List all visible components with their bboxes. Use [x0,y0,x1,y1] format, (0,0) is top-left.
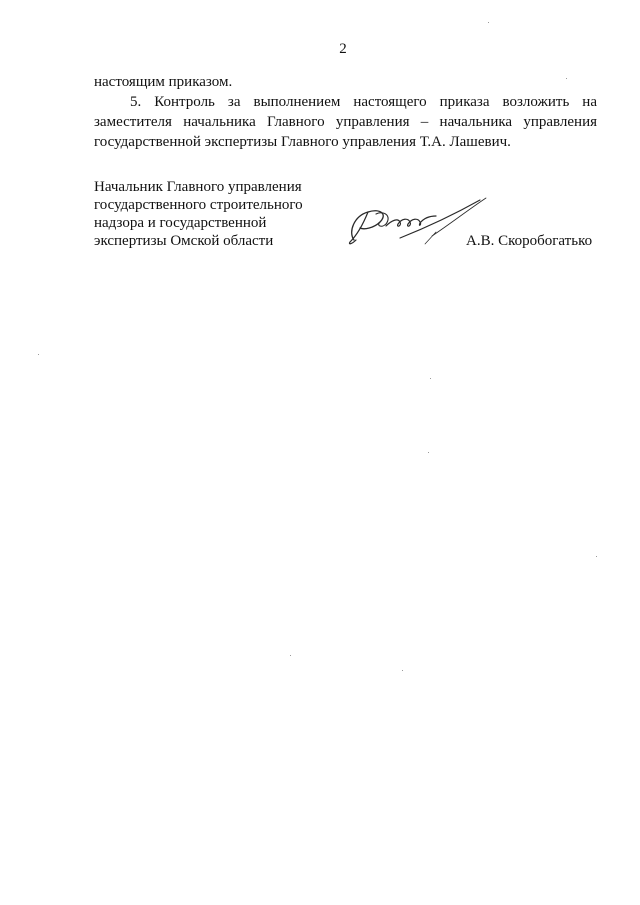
paragraph-continuation: настоящим приказом. [94,74,233,90]
scan-speck [430,378,431,379]
scan-speck [488,22,489,23]
position-line-2: государственного строительного [94,197,303,213]
signatory-position [94,178,354,250]
body-text [94,72,597,152]
scan-speck [596,556,597,557]
position-line-4: экспертизы Омской области [94,233,274,249]
scan-speck [402,670,403,671]
scan-speck [566,78,567,79]
scan-speck [290,655,291,656]
scan-speck [38,354,39,355]
position-line-3: надзора и государственной [94,215,267,231]
paragraph-5-line-2: заместителя начальника Главного управления – начальника управления [94,114,597,130]
position-line-1: Начальник Главного управления [94,179,302,195]
page-number: 2 [339,41,347,57]
signatory-name: А.В. Скоробогатько [466,233,593,249]
paragraph-5-line-1: 5. Контроль за выполнением настоящего приказа возложить на [130,94,597,110]
scan-speck [428,452,429,453]
paragraph-5-line-3: государственной экспертизы Главного управления Т.А. Лашевич. [94,134,511,150]
